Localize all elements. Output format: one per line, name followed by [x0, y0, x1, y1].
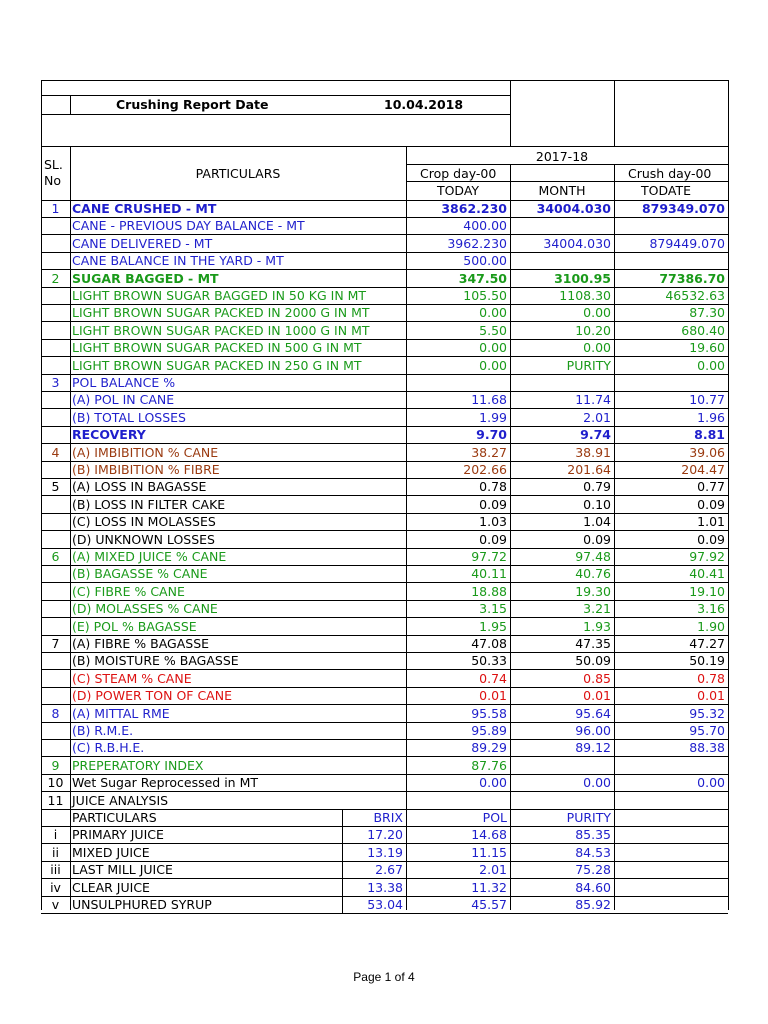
serial-number: i [53, 827, 58, 843]
today-value: 87.76 [471, 757, 507, 773]
month-value: 11.74 [575, 392, 611, 408]
row-label: (C) LOSS IN MOLASSES [72, 514, 216, 530]
today-value: 9.70 [476, 427, 507, 443]
crop-day-label: Crop day-00 [420, 166, 497, 181]
row-label: (D) MOLASSES % CANE [72, 601, 218, 617]
todate-column-header: TODATE [641, 183, 691, 198]
todate-value: 95.32 [689, 705, 725, 721]
pol-value: 11.15 [471, 844, 507, 860]
todate-value: 0.09 [697, 531, 725, 547]
todate-value: 0.78 [697, 670, 725, 686]
row-label: Wet Sugar Reprocessed in MT [72, 775, 258, 791]
row-label: UNSULPHURED SYRUP [72, 897, 212, 912]
month-value: 38.91 [575, 444, 611, 460]
today-value: 97.72 [471, 549, 507, 564]
row-label: (B) IMBIBITION % FIBRE [72, 462, 220, 477]
today-value: 0.74 [479, 670, 507, 686]
sl-column-line [70, 146, 71, 910]
today-value: 0.78 [479, 479, 507, 495]
row-label: LIGHT BROWN SUGAR PACKED IN 500 G IN MT [72, 340, 362, 356]
purity-value: 84.60 [575, 879, 611, 895]
row-label: (B) BAGASSE % CANE [72, 566, 208, 582]
report-date: 10.04.2018 [384, 97, 464, 112]
crush-day-label: Crush day-00 [628, 166, 712, 181]
today-value: 0.00 [479, 775, 507, 791]
todate-value: 50.19 [689, 653, 725, 669]
month-value: 0.00 [583, 775, 611, 791]
serial-number: 7 [51, 636, 60, 651]
month-value: 0.09 [583, 531, 611, 547]
serial-number: 10 [47, 775, 64, 791]
subheader-line [406, 164, 728, 165]
row-label: (B) MOISTURE % BAGASSE [72, 653, 239, 669]
todate-value: 47.27 [689, 636, 725, 651]
row-label: MIXED JUICE [72, 844, 150, 860]
juice-analysis-title: JUICE ANALYSIS [72, 792, 169, 808]
row-line [41, 913, 728, 914]
row-label: LIGHT BROWN SUGAR PACKED IN 2000 G IN MT [72, 305, 370, 321]
today-value: 47.08 [471, 636, 507, 651]
subheader-line-2 [406, 181, 728, 182]
today-value: 38.27 [471, 444, 507, 460]
row-label: CANE DELIVERED - MT [72, 235, 213, 251]
top-border [41, 80, 728, 81]
todate-value: 10.77 [689, 392, 725, 408]
today-value: 3862.230 [441, 201, 507, 216]
todate-value: 204.47 [681, 462, 725, 477]
today-value: 0.00 [479, 357, 507, 373]
row-label: RECOVERY [72, 427, 146, 443]
month-value: 50.09 [575, 653, 611, 669]
row-label: (A) IMBIBITION % CANE [72, 444, 219, 460]
row-label: (A) MITTAL RME [72, 705, 170, 721]
today-column-header: TODAY [436, 183, 480, 198]
month-value: PURITY [566, 357, 611, 373]
serial-number: 4 [51, 444, 60, 460]
page-number: Page 1 of 4 [353, 970, 415, 984]
today-value: 5.50 [479, 322, 507, 338]
row-label: (A) LOSS IN BAGASSE [72, 479, 207, 495]
row-label: CLEAR JUICE [72, 879, 150, 895]
purity-value: 75.28 [575, 862, 611, 878]
today-value: 95.58 [471, 705, 507, 721]
brix-value: 2.67 [375, 862, 403, 878]
month-value: 0.00 [583, 340, 611, 356]
row-label: (A) POL IN CANE [72, 392, 175, 408]
row-label: LAST MILL JUICE [72, 862, 173, 878]
todate-value: 95.70 [689, 723, 725, 738]
month-column-header: MONTH [538, 183, 586, 198]
row-label: LIGHT BROWN SUGAR BAGGED IN 50 KG IN MT [72, 288, 367, 303]
today-value: 347.50 [458, 270, 507, 286]
row-label: CANE - PREVIOUS DAY BALANCE - MT [72, 218, 305, 234]
today-value: 18.88 [471, 583, 507, 599]
todate-value: 19.60 [689, 340, 725, 356]
purity-value: 85.92 [575, 897, 611, 912]
sl-no-header: SL. No [44, 157, 63, 188]
today-value: 3962.230 [447, 235, 507, 251]
row-label: (D) POWER TON OF CANE [72, 688, 232, 704]
todate-value: 88.38 [689, 740, 725, 756]
month-value: 201.64 [567, 462, 611, 477]
row-label: POL BALANCE % [72, 375, 176, 390]
month-value: 34004.030 [536, 201, 611, 216]
todate-value: 0.00 [697, 357, 725, 373]
month-value: 89.12 [575, 740, 611, 756]
month-value: 97.48 [575, 549, 611, 564]
todate-value: 97.92 [689, 549, 725, 564]
serial-number: v [51, 897, 60, 912]
header-divider [614, 80, 615, 146]
serial-number: 1 [51, 201, 60, 216]
todate-value: 87.30 [689, 305, 725, 321]
pol-value: 45.57 [471, 897, 507, 912]
purity-value: 85.35 [575, 827, 611, 843]
todate-value: 1.96 [697, 409, 725, 425]
todate-value: 0.09 [697, 496, 725, 512]
pol-value: 14.68 [471, 827, 507, 843]
row-label: PRIMARY JUICE [72, 827, 164, 843]
row-label: (C) STEAM % CANE [72, 670, 192, 686]
todate-value: 19.10 [689, 583, 725, 599]
particulars-header: PARTICULARS [195, 166, 281, 181]
today-value: 3.15 [479, 601, 507, 617]
month-value: 3.21 [583, 601, 611, 617]
header-top-line [41, 146, 728, 147]
row-label: (A) FIBRE % BAGASSE [72, 636, 210, 651]
today-value: 50.33 [471, 653, 507, 669]
month-value: 10.20 [575, 322, 611, 338]
month-value: 19.30 [575, 583, 611, 599]
row-label: PREPERATORY INDEX [72, 757, 204, 773]
brix-value: 13.38 [367, 879, 403, 895]
serial-number: 2 [51, 270, 60, 286]
todate-value: 8.81 [694, 427, 725, 443]
row-label: CANE BALANCE IN THE YARD - MT [72, 253, 284, 269]
todate-value: 1.90 [697, 618, 725, 634]
today-value: 1.99 [479, 409, 507, 425]
row-label: LIGHT BROWN SUGAR PACKED IN 250 G IN MT [72, 357, 362, 373]
month-value: 40.76 [575, 566, 611, 582]
todate-value: 77386.70 [659, 270, 725, 286]
todate-value: 39.06 [689, 444, 725, 460]
month-value: 34004.030 [543, 235, 611, 251]
serial-number: 5 [51, 479, 60, 495]
title-divider [70, 95, 71, 115]
brix-value: 17.20 [367, 827, 403, 843]
today-value: 202.66 [463, 462, 507, 477]
month-value: 1.93 [583, 618, 611, 634]
todate-value: 1.01 [697, 514, 725, 530]
today-value: 95.89 [471, 723, 507, 738]
row-label: (B) R.M.E. [72, 723, 134, 738]
season-label: 2017-18 [535, 149, 589, 164]
month-value: 0.01 [583, 688, 611, 704]
today-value: 0.00 [479, 340, 507, 356]
month-value: 9.74 [580, 427, 611, 443]
title-row-top [41, 95, 511, 96]
todate-value: 0.01 [697, 688, 725, 704]
brix-column-line [342, 809, 343, 913]
month-value: 95.64 [575, 705, 611, 721]
serial-number: 9 [51, 757, 60, 773]
month-value: 0.79 [583, 479, 611, 495]
todate-value: 0.77 [697, 479, 725, 495]
right-border [728, 80, 729, 910]
pol-value: 11.32 [471, 879, 507, 895]
todate-value: 46532.63 [665, 288, 725, 303]
today-value: 0.09 [479, 496, 507, 512]
purity-value: 84.53 [575, 844, 611, 860]
brix-column-header: BRIX [373, 810, 403, 825]
row-label: (D) UNKNOWN LOSSES [72, 531, 215, 547]
serial-number: 8 [51, 705, 60, 721]
row-label: SUGAR BAGGED - MT [72, 270, 219, 286]
row-label: (A) MIXED JUICE % CANE [72, 549, 227, 564]
todate-value: 0.00 [697, 775, 725, 791]
row-label: (C) FIBRE % CANE [72, 583, 185, 599]
row-label: LIGHT BROWN SUGAR PACKED IN 1000 G IN MT [72, 322, 370, 338]
row-label: (E) POL % BAGASSE [72, 618, 197, 634]
pol-value: 2.01 [479, 862, 507, 878]
month-value: 2.01 [583, 409, 611, 425]
today-value: 1.03 [479, 514, 507, 530]
today-value: 105.50 [463, 288, 507, 303]
today-value: 1.95 [479, 618, 507, 634]
todate-value: 3.16 [697, 601, 725, 617]
todate-value: 40.41 [689, 566, 725, 582]
month-value: 1.04 [583, 514, 611, 530]
month-value: 3100.95 [554, 270, 611, 286]
todate-value: 680.40 [681, 322, 725, 338]
title-row-bottom [41, 114, 511, 115]
row-label: (B) TOTAL LOSSES [72, 409, 186, 425]
month-value: 0.10 [583, 496, 611, 512]
pol-column-header: POL [482, 810, 507, 825]
header-divider [510, 80, 511, 146]
serial-number: iv [50, 879, 61, 895]
month-value: 1108.30 [559, 288, 611, 303]
month-value: 0.85 [583, 670, 611, 686]
today-value: 0.09 [479, 531, 507, 547]
today-value: 400.00 [463, 218, 507, 234]
today-value: 0.00 [479, 305, 507, 321]
today-value: 0.01 [479, 688, 507, 704]
juice-particulars-header: PARTICULARS [72, 810, 157, 825]
today-value: 11.68 [471, 392, 507, 408]
todate-value: 879349.070 [641, 201, 725, 216]
serial-number: 3 [51, 375, 60, 390]
brix-value: 13.19 [367, 844, 403, 860]
month-value: 0.00 [583, 305, 611, 321]
today-value: 40.11 [471, 566, 507, 582]
serial-number: 11 [47, 792, 64, 808]
month-value: 47.35 [575, 636, 611, 651]
brix-value: 53.04 [367, 897, 403, 912]
purity-column-header: PURITY [566, 810, 611, 825]
row-label: CANE CRUSHED - MT [72, 201, 217, 216]
today-value: 89.29 [471, 740, 507, 756]
month-value: 96.00 [575, 723, 611, 738]
serial-number: ii [52, 844, 59, 860]
serial-number: iii [50, 862, 61, 878]
serial-number: 6 [51, 549, 60, 564]
row-label: (B) LOSS IN FILTER CAKE [72, 496, 226, 512]
report-title: Crushing Report Date [116, 97, 269, 112]
today-value: 500.00 [463, 253, 507, 269]
row-label: (C) R.B.H.E. [72, 740, 145, 756]
todate-value: 879449.070 [649, 235, 725, 251]
